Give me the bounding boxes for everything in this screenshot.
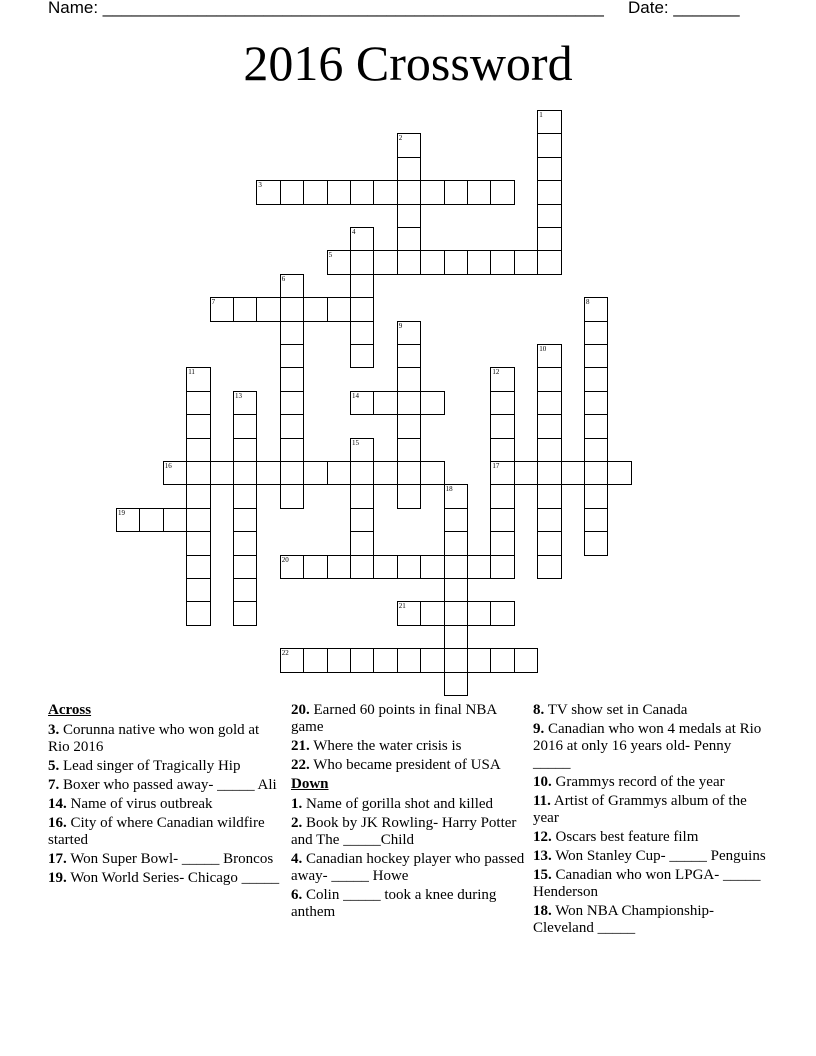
grid-cell[interactable] xyxy=(467,648,491,672)
grid-cell[interactable] xyxy=(537,484,561,508)
clue-item-text: Canadian who won 4 medals at Rio 2016 at only 16 years old- Penny _____ xyxy=(533,721,762,771)
grid-cell[interactable] xyxy=(233,484,257,508)
clue-number: 10 xyxy=(539,345,547,353)
grid-cell[interactable] xyxy=(350,321,374,345)
grid-cell[interactable] xyxy=(350,484,374,508)
grid-cell[interactable] xyxy=(537,110,561,134)
grid-cell[interactable] xyxy=(490,391,514,415)
grid-cell[interactable] xyxy=(233,555,257,579)
grid-cell[interactable] xyxy=(233,531,257,555)
grid-cell[interactable] xyxy=(490,484,514,508)
grid-cell[interactable] xyxy=(584,461,608,485)
grid-cell[interactable] xyxy=(490,648,514,672)
grid-cell[interactable] xyxy=(397,484,421,508)
down-clue-list-continued xyxy=(533,702,769,937)
grid-cell[interactable] xyxy=(420,648,444,672)
clue-item xyxy=(291,702,527,736)
grid-cell[interactable] xyxy=(350,531,374,555)
grid-cell[interactable] xyxy=(280,180,304,204)
grid-cell[interactable] xyxy=(420,391,444,415)
clue-number: 2 xyxy=(398,134,403,143)
grid-cell[interactable] xyxy=(350,227,374,251)
clues-column-3 xyxy=(533,702,769,939)
clue-item-number: 12. xyxy=(533,829,552,845)
grid-cell[interactable] xyxy=(444,625,468,649)
grid-cell[interactable] xyxy=(373,180,397,204)
grid-cell[interactable] xyxy=(584,531,608,555)
clue-item-text: TV show set in Canada xyxy=(544,702,688,718)
grid-cell[interactable] xyxy=(186,391,210,415)
grid-cell[interactable] xyxy=(210,461,234,485)
clue-item-text: Earned 60 points in final NBA game xyxy=(291,702,497,735)
grid-cell[interactable] xyxy=(537,180,561,204)
grid-cell[interactable] xyxy=(490,180,514,204)
grid-cell[interactable] xyxy=(186,461,210,485)
grid-cell[interactable] xyxy=(280,344,304,368)
grid-cell[interactable] xyxy=(397,157,421,181)
grid-cell[interactable] xyxy=(303,461,327,485)
grid-cell[interactable] xyxy=(537,461,561,485)
clue-item-text: Where the water crisis is xyxy=(309,738,462,754)
clue-number: 12 xyxy=(492,368,500,377)
clue-item-text: Lead singer of Tragically Hip xyxy=(59,758,241,774)
clue-item-number: 10. xyxy=(533,774,552,790)
clue-item-text: Corunna native who won gold at Rio 2016 xyxy=(48,722,260,755)
page-title: 2016 Crossword xyxy=(243,35,573,91)
grid-cell[interactable] xyxy=(537,414,561,438)
grid-cell[interactable] xyxy=(561,461,585,485)
grid-cell[interactable] xyxy=(350,180,374,204)
grid-cell[interactable] xyxy=(537,531,561,555)
grid-cell[interactable] xyxy=(584,367,608,391)
grid-cell[interactable] xyxy=(373,555,397,579)
grid-cell[interactable] xyxy=(350,344,374,368)
grid-cell[interactable] xyxy=(186,367,210,391)
grid-cell[interactable] xyxy=(280,648,304,672)
grid-cell[interactable] xyxy=(537,250,561,274)
clue-item xyxy=(291,815,527,849)
grid-cell[interactable] xyxy=(233,601,257,625)
grid-cell[interactable] xyxy=(444,555,468,579)
grid-cell[interactable] xyxy=(444,672,468,696)
clue-item-number: 21. xyxy=(291,738,310,754)
grid-cell[interactable] xyxy=(186,438,210,462)
clue-item-text: Won Super Bowl- _____ Broncos xyxy=(66,851,274,867)
clue-item-number: 1. xyxy=(291,796,303,812)
grid-cell[interactable] xyxy=(186,555,210,579)
clue-item-text: Artist of Grammys album of the year xyxy=(533,793,747,826)
clue-item xyxy=(291,796,527,813)
clue-number: 4 xyxy=(352,228,356,236)
grid-cell[interactable] xyxy=(373,391,397,415)
clue-item-number: 19. xyxy=(48,870,67,886)
grid-cell[interactable] xyxy=(280,438,304,462)
grid-cell[interactable] xyxy=(420,601,444,625)
grid-cell[interactable] xyxy=(350,438,374,462)
grid-cell[interactable] xyxy=(537,157,561,181)
grid-cell[interactable] xyxy=(420,180,444,204)
clue-item-number: 8. xyxy=(533,702,545,718)
grid-cell[interactable] xyxy=(256,180,280,204)
grid-cell[interactable] xyxy=(280,555,304,579)
clue-item xyxy=(48,796,284,813)
grid-cell[interactable] xyxy=(210,297,234,321)
grid-cell[interactable] xyxy=(514,461,538,485)
grid-cell[interactable] xyxy=(327,250,351,274)
clue-number: 21 xyxy=(398,602,406,611)
clue-number: 5 xyxy=(328,251,333,260)
clue-item-text: City of where Canadian wildfire started xyxy=(48,815,265,848)
grid-cell[interactable] xyxy=(420,461,444,485)
clue-item-number: 11. xyxy=(533,793,551,809)
clue-item xyxy=(533,829,769,846)
grid-cell[interactable] xyxy=(280,297,304,321)
grid-cell[interactable] xyxy=(350,508,374,532)
clue-item xyxy=(291,738,527,755)
grid-cell[interactable] xyxy=(490,461,514,485)
grid-cell[interactable] xyxy=(350,250,374,274)
clue-item-number: 22. xyxy=(291,757,310,773)
grid-cell[interactable] xyxy=(490,367,514,391)
grid-cell[interactable] xyxy=(420,250,444,274)
grid-cell[interactable] xyxy=(584,321,608,345)
grid-cell[interactable] xyxy=(280,321,304,345)
grid-cell[interactable] xyxy=(163,508,187,532)
grid-cell[interactable] xyxy=(186,484,210,508)
clue-item-number: 18. xyxy=(533,903,552,919)
clue-number: 1 xyxy=(539,111,543,119)
grid-cell[interactable] xyxy=(420,555,444,579)
grid-cell[interactable] xyxy=(397,414,421,438)
clue-item-number: 9. xyxy=(533,721,545,737)
grid-cell[interactable] xyxy=(444,250,468,274)
grid-cell[interactable] xyxy=(397,250,421,274)
clue-item-text: Grammys record of the year xyxy=(551,774,725,790)
clue-item-number: 4. xyxy=(291,851,303,867)
clue-item-text: Book by JK Rowling- Harry Potter and The _____Child xyxy=(291,815,517,848)
grid-cell[interactable] xyxy=(186,531,210,555)
clue-item-number: 14. xyxy=(48,796,67,812)
clue-item-number: 6. xyxy=(291,887,303,903)
grid-cell[interactable] xyxy=(490,508,514,532)
clue-item xyxy=(48,777,284,794)
grid-cell[interactable] xyxy=(397,555,421,579)
grid-cell[interactable] xyxy=(584,391,608,415)
grid-cell[interactable] xyxy=(303,555,327,579)
grid-cell[interactable] xyxy=(233,297,257,321)
grid-cell[interactable] xyxy=(537,391,561,415)
grid-cell[interactable] xyxy=(186,508,210,532)
grid-cell[interactable] xyxy=(350,648,374,672)
clue-number: 22 xyxy=(281,649,289,658)
grid-cell[interactable] xyxy=(327,555,351,579)
grid-cell[interactable] xyxy=(397,133,421,157)
down-clue-list xyxy=(291,796,527,921)
clue-item-text: Boxer who passed away- _____ Ali xyxy=(59,777,277,793)
grid-cell[interactable] xyxy=(303,180,327,204)
grid-cell[interactable] xyxy=(444,601,468,625)
grid-cell[interactable] xyxy=(537,204,561,228)
grid-cell[interactable] xyxy=(327,461,351,485)
grid-cell[interactable] xyxy=(350,274,374,298)
clue-number: 19 xyxy=(118,508,125,517)
grid-cell[interactable] xyxy=(490,438,514,462)
grid-cell[interactable] xyxy=(280,461,304,485)
grid-cell[interactable] xyxy=(467,250,491,274)
grid-cell[interactable] xyxy=(397,601,421,625)
clue-item xyxy=(48,758,284,775)
grid-cell[interactable] xyxy=(490,555,514,579)
grid-cell[interactable] xyxy=(186,414,210,438)
grid-cell[interactable] xyxy=(607,461,631,485)
grid-cell[interactable] xyxy=(444,484,468,508)
grid-cell[interactable] xyxy=(397,648,421,672)
grid-cell[interactable] xyxy=(514,648,538,672)
grid-cell[interactable] xyxy=(233,508,257,532)
grid-cell[interactable] xyxy=(444,578,468,602)
clue-item-number: 15. xyxy=(533,867,552,883)
clue-number: 13 xyxy=(235,391,242,400)
grid-cell[interactable] xyxy=(397,227,421,251)
grid-cell[interactable] xyxy=(584,414,608,438)
grid-cell[interactable] xyxy=(280,367,304,391)
clues-column-1 xyxy=(48,702,284,889)
clue-item xyxy=(533,702,769,719)
name-field[interactable]: Name: _____________________________________________________ xyxy=(48,0,604,17)
grid-cell[interactable] xyxy=(186,601,210,625)
clue-number: 9 xyxy=(398,321,403,330)
grid-cell[interactable] xyxy=(256,297,280,321)
grid-cell[interactable] xyxy=(537,367,561,391)
grid-cell[interactable] xyxy=(537,508,561,532)
grid-cell[interactable] xyxy=(537,133,561,157)
grid-cell[interactable] xyxy=(537,227,561,251)
clue-item-text: Colin _____ took a knee during anthem xyxy=(291,887,497,920)
clue-number: 16 xyxy=(164,462,172,470)
clue-number: 15 xyxy=(352,438,359,447)
grid-cell[interactable] xyxy=(584,297,608,321)
clue-item-number: 16. xyxy=(48,815,67,831)
clue-item-text: Who became president of USA xyxy=(309,757,501,773)
clue-item-text: Won NBA Championship- Cleveland _____ xyxy=(533,903,715,936)
grid-cell[interactable] xyxy=(280,484,304,508)
clue-item xyxy=(291,851,527,885)
clue-item xyxy=(291,887,527,921)
grid-cell[interactable] xyxy=(584,508,608,532)
clue-item xyxy=(533,721,769,772)
grid-cell[interactable] xyxy=(233,391,257,415)
grid-cell[interactable] xyxy=(116,508,140,532)
grid-cell[interactable] xyxy=(350,391,374,415)
grid-cell[interactable] xyxy=(537,555,561,579)
grid-cell[interactable] xyxy=(397,321,421,345)
across-clue-list-continued xyxy=(291,702,527,774)
grid-cell[interactable] xyxy=(490,250,514,274)
grid-cell[interactable] xyxy=(186,578,210,602)
grid-cell[interactable] xyxy=(233,578,257,602)
grid-cell[interactable] xyxy=(397,391,421,415)
grid-cell[interactable] xyxy=(397,180,421,204)
grid-cell[interactable] xyxy=(280,391,304,415)
grid-cell[interactable] xyxy=(373,250,397,274)
clue-item xyxy=(533,867,769,901)
clue-number: 7 xyxy=(211,298,216,307)
clue-number: 11 xyxy=(188,368,195,377)
grid-cell[interactable] xyxy=(397,367,421,391)
grid-cell[interactable] xyxy=(514,250,538,274)
grid-cell[interactable] xyxy=(444,508,468,532)
clue-item xyxy=(48,851,284,868)
grid-cell[interactable] xyxy=(490,414,514,438)
down-heading: Down xyxy=(291,776,329,792)
clue-item-text: Canadian who won LPGA- _____ Henderson xyxy=(533,867,761,900)
clue-item-text: Canadian hockey player who passed away- _____ Howe xyxy=(291,851,525,884)
grid-cell[interactable] xyxy=(584,438,608,462)
grid-cell[interactable] xyxy=(303,648,327,672)
clue-item-number: 17. xyxy=(48,851,67,867)
grid-cell[interactable] xyxy=(584,484,608,508)
clue-item xyxy=(533,793,769,827)
grid-cell[interactable] xyxy=(350,555,374,579)
grid-cell[interactable] xyxy=(490,531,514,555)
grid-cell[interactable] xyxy=(303,297,327,321)
grid-cell[interactable] xyxy=(350,297,374,321)
clue-item-number: 3. xyxy=(48,722,60,738)
clue-number: 17 xyxy=(492,462,500,470)
clue-item xyxy=(48,870,284,887)
clue-number: 3 xyxy=(258,181,262,190)
clue-number: 6 xyxy=(281,274,286,283)
clue-item-number: 2. xyxy=(291,815,303,831)
clue-item xyxy=(291,757,527,774)
grid-cell[interactable] xyxy=(327,180,351,204)
grid-cell[interactable] xyxy=(467,180,491,204)
grid-cell[interactable] xyxy=(490,601,514,625)
grid-cell[interactable] xyxy=(444,531,468,555)
date-field[interactable]: Date: _______ xyxy=(628,0,740,17)
clue-item xyxy=(48,815,284,849)
clues-column-2 xyxy=(291,702,527,923)
grid-cell[interactable] xyxy=(584,344,608,368)
clue-item-text: Name of gorilla shot and killed xyxy=(302,796,494,812)
clue-item xyxy=(533,774,769,791)
grid-cell[interactable] xyxy=(139,508,163,532)
grid-cell[interactable] xyxy=(233,461,257,485)
grid-cell[interactable] xyxy=(397,204,421,228)
clue-item-number: 5. xyxy=(48,758,60,774)
clue-item-number: 7. xyxy=(48,777,60,793)
clue-item-text: Won Stanley Cup- _____ Penguins xyxy=(551,848,766,864)
clue-number: 14 xyxy=(352,391,359,400)
grid-cell[interactable] xyxy=(373,648,397,672)
grid-cell[interactable] xyxy=(327,648,351,672)
clue-item-number: 13. xyxy=(533,848,552,864)
across-clue-list xyxy=(48,722,284,887)
clue-item-text: Won World Series- Chicago _____ xyxy=(66,870,280,886)
grid-cell[interactable] xyxy=(233,414,257,438)
grid-cell[interactable] xyxy=(280,274,304,298)
grid-cell[interactable] xyxy=(537,344,561,368)
grid-cell[interactable] xyxy=(163,461,187,485)
clue-item-text: Name of virus outbreak xyxy=(66,796,213,812)
clue-number: 8 xyxy=(586,298,590,307)
clue-item xyxy=(48,722,284,756)
across-heading: Across xyxy=(48,702,92,718)
grid-cell[interactable] xyxy=(256,461,280,485)
clue-number: 18 xyxy=(445,485,453,494)
grid-cell[interactable] xyxy=(327,297,351,321)
clue-item xyxy=(533,848,769,865)
grid-cell[interactable] xyxy=(397,438,421,462)
grid-cell[interactable] xyxy=(467,555,491,579)
grid-cell[interactable] xyxy=(537,438,561,462)
clue-item xyxy=(533,903,769,937)
grid-cell[interactable] xyxy=(350,461,374,485)
grid-cell[interactable] xyxy=(444,648,468,672)
grid-cell[interactable] xyxy=(397,344,421,368)
grid-cell[interactable] xyxy=(373,461,397,485)
grid-cell[interactable] xyxy=(467,601,491,625)
grid-cell[interactable] xyxy=(444,180,468,204)
clue-item-text: Oscars best feature film xyxy=(551,829,699,845)
grid-cell[interactable] xyxy=(233,438,257,462)
grid-cell[interactable] xyxy=(397,461,421,485)
clue-item-number: 20. xyxy=(291,702,310,718)
grid-cell[interactable] xyxy=(280,414,304,438)
clue-number: 20 xyxy=(281,555,289,564)
